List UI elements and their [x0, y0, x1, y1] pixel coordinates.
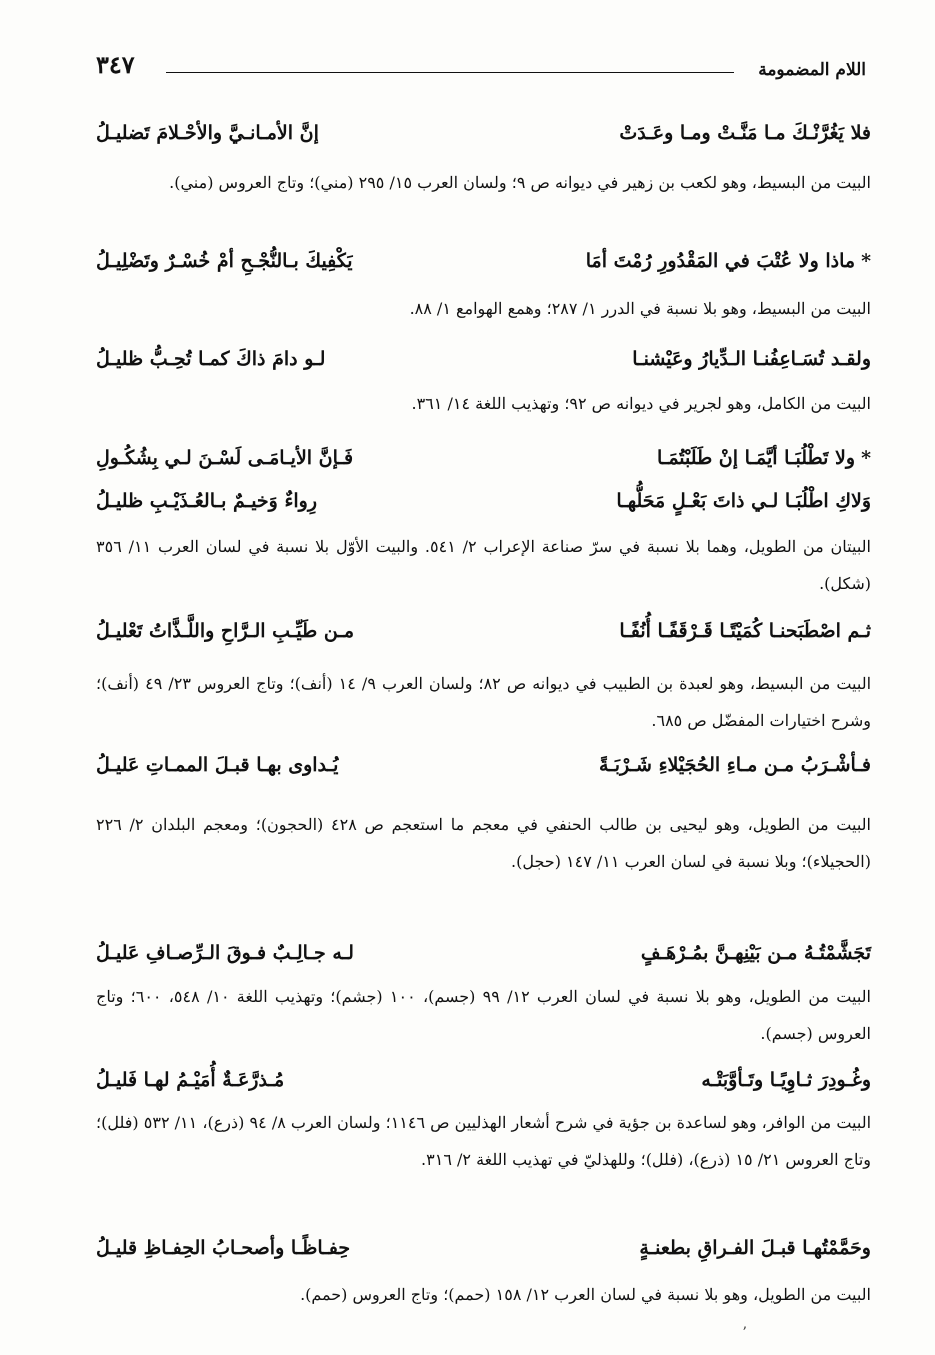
chapter-title: اللام المضمومة [758, 60, 866, 80]
verse-line [96, 612, 871, 650]
verse-first-hemistich: وحَمَّمْتُهـا قبـلَ الفـراقِ بطعنـةٍ [639, 1237, 871, 1259]
verse-second-hemistich: مـن طَيِّـبِ الـرَّاحِ واللَّـذَّاتُ تَعْليـلُ [96, 620, 355, 642]
verse-source-note: البيت من الطويل، وهو ليحيى بن طالب الحنفي في معجم ما استعجم ص ٤٢٨ (الحجون)؛ ومعجم البلدان ٢/ ٢٢٦ (الحجيلاء)؛ وبلا نسبة في لسان العرب ١١/ ١٤٧ (حجل). [96, 815, 871, 871]
verse-first-text: ولا تَطْلُبَـا أيَّمَـا إنْ طَلَبْتُمَـا [656, 447, 856, 469]
verse-line [96, 746, 871, 784]
verse-second-hemistich: يَكْفِيكَ بـالنُّجْـحِ أمْ خُسْـرٌ وتَضْلِيـلُ [96, 250, 353, 272]
verse-source-note: البيتان من الطويل، وهما بلا نسبة في سرّ صناعة الإعراب ٢/ ٥٤١. والبيت الأوّل بلا نسبة في لسان العرب ١١/ ٣٥٦ (شكل). [96, 537, 871, 593]
verse-second-hemistich: فَـإنَّ الأيـامَـى لَسْـنَ لـي بِشُكُـولِ [96, 447, 354, 469]
verse-first-text: ماذا ولا عُتْبَ في المَقْدُورِ رُمْتَ أمَا [585, 250, 856, 272]
verse-first-hemistich [586, 250, 871, 272]
verse-source-note: البيت من البسيط، وهو لعبدة بن الطبيب في ديوانه ص ٨٢؛ ولسان العرب ٩/ ١٤ (أنف)؛ وتاج العروس ٢٣/ ٤٩ (أنف)؛ وشرح اختيارات المفضّل ص ٦٨٥. [96, 674, 872, 730]
verse-source-note: البيت من الكامل، وهو لجرير في ديوانه ص ٩٢؛ وتهذيب اللغة ١٤/ ٣٦١. [411, 394, 871, 413]
verse-line [96, 439, 871, 477]
page-number: ٣٤٧ [96, 50, 135, 79]
verse-first-hemistich: فـأشْـرَبُ مـن مـاءِ الحُجَيْلاءِ شَـرْبَـةً [598, 754, 871, 776]
verse-line [96, 934, 871, 972]
verse-source-note: البيت من الطويل، وهو بلا نسبة في لسان العرب ١٢/ ٩٩ (جسم)، ١٠٠ (جشم)؛ وتهذيب اللغة ١٠/ ٥٤٨، ٦٠٠؛ وتاج العروس (جسم). [96, 987, 871, 1043]
verse-first-hemistich [657, 447, 871, 469]
verse-source-note: البيت من الطويل، وهو بلا نسبة في لسان العرب ١٢/ ١٥٨ (حمم)؛ وتاج العروس (حمم). [300, 1285, 871, 1304]
verse-source-note: البيت من البسيط، وهو لكعب بن زهير في ديوانه ص ٩؛ ولسان العرب ١٥/ ٢٩٥ (مني)؛ وتاج العروس (مني). [169, 173, 871, 192]
verse-line [96, 1229, 871, 1267]
verse-first-hemistich: تَجَشَّمْتُـهُ مـن بَيْنِهـنَّ بمُـرْهَـفٍ [640, 942, 871, 964]
verse-source-note: البيت من الوافر، وهو لساعدة بن جؤية في شرح أشعار الهذليين ص ١١٤٦؛ ولسان العرب ٨/ ٩٤ (ذرع)، ١١/ ٥٣٢ (فلل)؛ وتاج العروس ٢١/ ١٥ (ذرع)، (فلل)؛ وللهذليّ في تهذيب اللغة ٢/ ٣١٦. [96, 1113, 872, 1169]
page-header [96, 48, 866, 88]
header-rule [166, 72, 734, 73]
verse-second-hemistich: لـو دامَ ذاكَ كمـا تُحِـبُّ ظليـلُ [96, 348, 326, 370]
verse-first-hemistich: وغُـودِرَ ثـاوِيًـا وتَـأوَّبَتْـه [701, 1069, 871, 1091]
verse-first-hemistich: ولقـد تُسَـاعِفُنـا الـدِّيارُ وعَيْشنـا [632, 348, 871, 370]
verse-first-hemistich: فلا يَغُرَّنْـكَ مـا مَنَّـتْ ومـا وعَـدَتْ [619, 122, 871, 144]
star-marker: * [861, 447, 871, 469]
verse-line [96, 242, 871, 280]
verse-second-hemistich: يُـداوى بهـا قبـلَ الممـاتِ عَليـلُ [96, 754, 339, 776]
verse-first-hemistich: وَلاكِ اطْلُبَـا لـي ذاتَ بَعْـلٍ مَحَلُّهـا [616, 490, 871, 512]
verse-second-hemistich: حِفـاظًـا وأصحـابُ الحِفـاظِ قليـلُ [96, 1237, 351, 1259]
verse-second-hemistich: رِواءٌ وَخيـمٌ بـالعُـذَيْـبِ ظليـلُ [96, 490, 318, 512]
star-marker: * [861, 250, 871, 272]
verse-line [96, 340, 871, 378]
verse-first-hemistich: ثـم اصْطَبَحنـا كُمَيْتًـا قَـرْقَفًـا أُنُفًـا [619, 620, 871, 642]
verse-second-hemistich: إنَّ الأمـانـيَّ والأحْـلامَ تَضليـلُ [96, 122, 319, 144]
verse-source-note: البيت من البسيط، وهو بلا نسبة في الدرر ١/ ٢٨٧؛ وهمع الهوامع ١/ ٨٨. [409, 299, 871, 318]
verse-line [96, 114, 871, 152]
verse-line [96, 482, 871, 520]
verse-second-hemistich: مُـذرَّعَـةٌ أُمَيْـمُ لهـا فَليـلُ [96, 1069, 285, 1091]
verse-second-hemistich: لـه جـالِـبٌ فـوقَ الـرِّصـافِ عَليـلُ [96, 942, 354, 964]
verse-line [96, 1061, 871, 1099]
page-mark: ʼ [742, 1325, 747, 1341]
